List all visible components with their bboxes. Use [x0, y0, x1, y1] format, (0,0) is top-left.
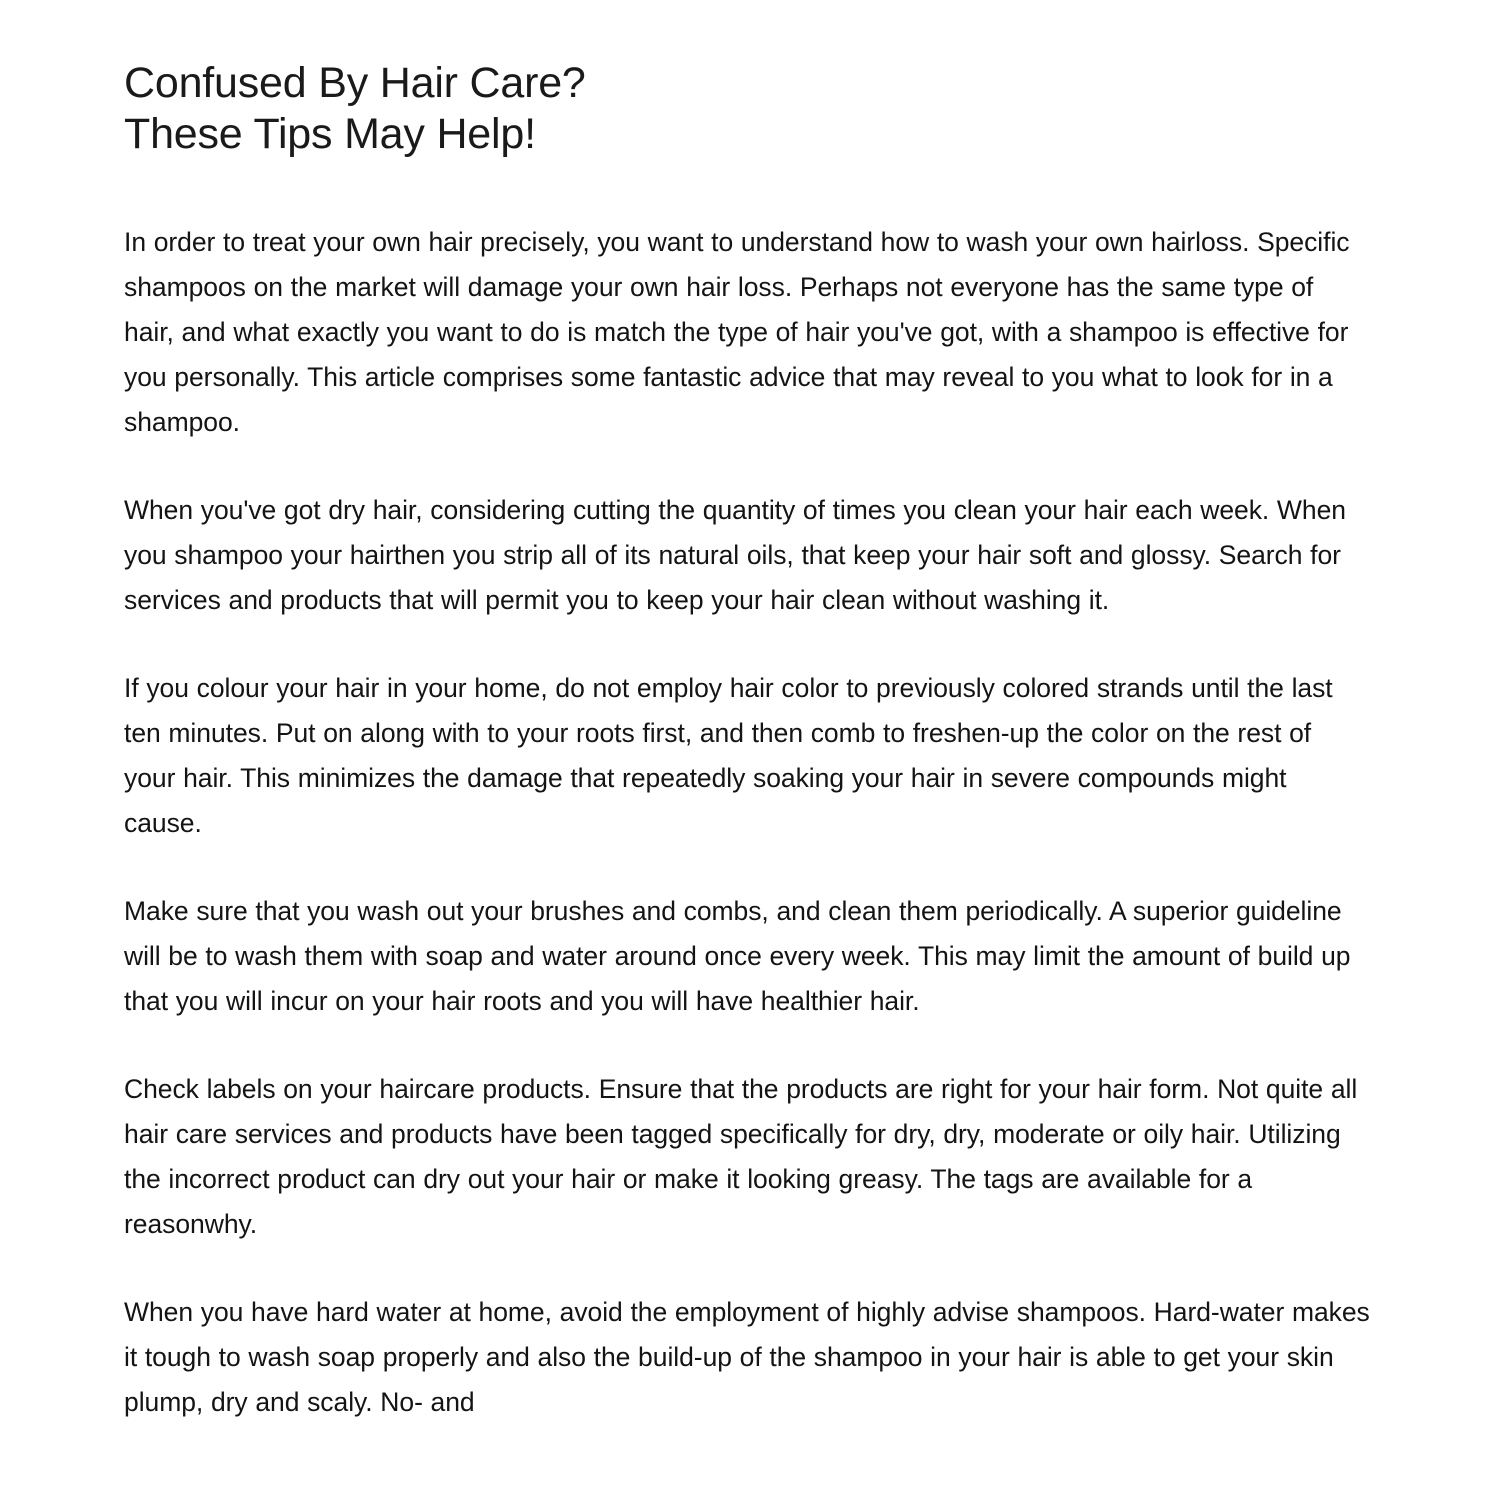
paragraph: Check labels on your haircare products. Ensure that the products are right for your hair form. Not quite all hair care services and products have been tagged specifically for dry, dry, moderate or oily hair. Utilizing the incorrect product can dry out your hair or make it looking greasy. The tags are available for a reasonwhy. — [124, 1074, 1358, 1239]
paragraph: Make sure that you wash out your brushes and combs, and clean them periodically. A superior guideline will be to wash them with soap and water around once every week. This may limit the amount of build up that you will incur on your hair roots and you will have healthier hair. — [124, 896, 1351, 1016]
page-title-line-1: Confused By Hair Care? — [124, 59, 586, 107]
document-body — [124, 220, 1370, 1425]
paragraph: In order to treat your own hair precisely, you want to understand how to wash your own hairloss. Specific shampoos on the market will damage your own hair loss. Perhaps not everyone has the same type of hair, and what exactly you want to do is match the type of hair you've got, with a shampoo is effective for you personally. This article comprises some fantastic advice that may reveal to you what to look for in a shampoo. — [124, 227, 1350, 437]
page-title — [124, 58, 1370, 160]
page-title-line-2: These Tips May Help! — [124, 110, 536, 158]
paragraph: When you've got dry hair, considering cutting the quantity of times you clean your hair each week. When you shampoo your hairthen you strip all of its natural oils, that keep your hair soft and glossy. Search for services and products that will permit you to keep your hair clean without washing it. — [124, 495, 1346, 615]
paragraph: When you have hard water at home, avoid the employment of highly advise shampoos. Hard-water makes it tough to wash soap properly and also the build-up of the shampoo in your hair is able to get your skin plump, dry and scaly. No- and — [124, 1297, 1370, 1417]
paragraph: If you colour your hair in your home, do not employ hair color to previously colored strands until the last ten minutes. Put on along with to your roots first, and then comb to freshen-up the color on the rest of your hair. This minimizes the damage that repeatedly soaking your hair in severe compounds might cause. — [124, 673, 1333, 838]
